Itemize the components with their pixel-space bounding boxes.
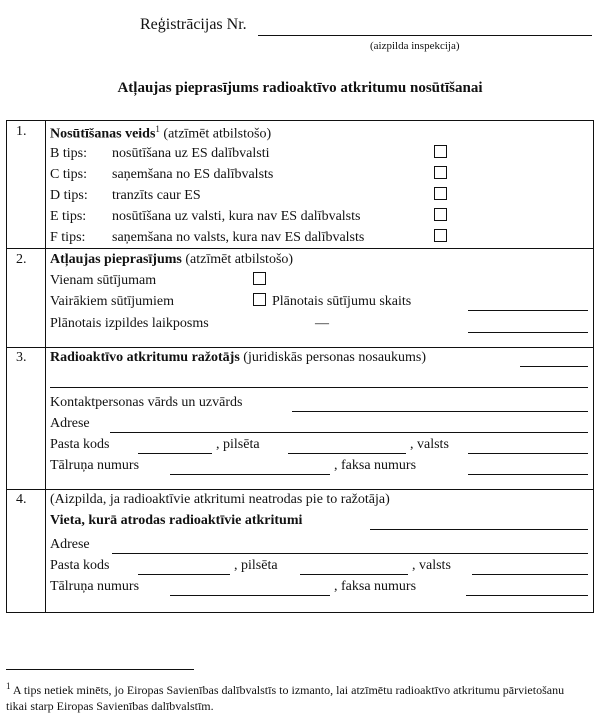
single-shipment-checkbox[interactable] xyxy=(253,272,266,285)
section-2-hint: (atzīmēt atbilstošo) xyxy=(185,252,294,267)
location-fax-field[interactable] xyxy=(466,595,588,596)
registration-note: (aizpilda inspekcija) xyxy=(370,40,460,52)
row-divider-1 xyxy=(7,248,593,249)
option-b-type: B tips: xyxy=(50,146,87,161)
location-postcode-label: Pasta kods xyxy=(50,558,110,573)
option-b-text: nosūtīšana uz ES dalībvalsti xyxy=(112,146,270,161)
section-3-number: 3. xyxy=(16,350,27,365)
option-c-text: saņemšana no ES dalībvalsts xyxy=(112,167,274,182)
form-table xyxy=(6,120,594,613)
footnote-mark: 1 xyxy=(6,681,11,691)
option-e-checkbox[interactable] xyxy=(434,208,447,221)
page-title: Atļaujas pieprasījums radioaktīvo atkritumu nosūtīšanai xyxy=(117,80,483,96)
option-f-type: F tips: xyxy=(50,230,86,245)
producer-address-field[interactable] xyxy=(110,432,588,433)
section-3-title xyxy=(50,350,426,366)
location-phone-field[interactable] xyxy=(170,595,330,596)
option-f-checkbox[interactable] xyxy=(434,229,447,242)
producer-country-field[interactable] xyxy=(468,453,588,454)
option-d-checkbox[interactable] xyxy=(434,187,447,200)
producer-country-label: , valsts xyxy=(410,437,449,452)
producer-city-field[interactable] xyxy=(288,453,406,454)
section-3-hint: (juridiskās personas nosaukums) xyxy=(243,350,427,365)
section-1-heading: Nosūtīšanas veids xyxy=(50,126,156,142)
producer-fax-field[interactable] xyxy=(468,474,588,475)
section-4-note: (Aizpilda, ja radioaktīvie atkritumi neatrodas pie to ražotāja) xyxy=(50,492,390,507)
option-e-text: nosūtīšana uz valsti, kura nav ES dalībvalsts xyxy=(112,209,361,224)
contact-field[interactable] xyxy=(292,411,588,412)
location-address-label: Adrese xyxy=(50,537,90,552)
producer-fax-label: , faksa numurs xyxy=(334,458,417,473)
footnote-divider xyxy=(6,669,194,670)
producer-phone-field[interactable] xyxy=(170,474,330,475)
location-country-field[interactable] xyxy=(472,574,588,575)
producer-name-field-2[interactable] xyxy=(50,387,588,388)
producer-postcode-label: Pasta kods xyxy=(50,437,110,452)
producer-address-label: Adrese xyxy=(50,416,90,431)
row-divider-3 xyxy=(7,489,593,490)
section-1-title xyxy=(50,124,271,143)
section-2-heading: Atļaujas pieprasījums xyxy=(50,252,182,267)
producer-name-field-1[interactable] xyxy=(520,366,588,367)
period-field[interactable] xyxy=(468,332,588,333)
option-d-text: tranzīts caur ES xyxy=(112,188,201,203)
row-divider-2 xyxy=(7,347,593,348)
section-3-heading: Radioaktīvo atkritumu ražotājs xyxy=(50,350,240,365)
period-dash: — xyxy=(315,316,329,331)
section-2-number: 2. xyxy=(16,252,27,267)
producer-city-label: , pilsēta xyxy=(216,437,260,452)
section-2-title xyxy=(50,252,293,268)
period-label: Plānotais izpildes laikposms xyxy=(50,316,209,331)
multiple-shipments-checkbox[interactable] xyxy=(253,293,266,306)
multiple-shipments-label: Vairākiem sūtījumiem xyxy=(50,294,175,309)
location-city-label: , pilsēta xyxy=(234,558,278,573)
registration-number-field[interactable] xyxy=(258,35,592,36)
planned-count-field[interactable] xyxy=(468,310,588,311)
producer-postcode-field[interactable] xyxy=(138,453,212,454)
footnote xyxy=(6,678,586,714)
column-divider xyxy=(45,121,46,612)
location-address-field[interactable] xyxy=(112,553,588,554)
location-name-field[interactable] xyxy=(370,529,588,530)
location-postcode-field[interactable] xyxy=(138,574,230,575)
option-e-type: E tips: xyxy=(50,209,87,224)
option-c-type: C tips: xyxy=(50,167,87,182)
single-shipment-label: Vienam sūtījumam xyxy=(50,273,157,288)
registration-label: Reģistrācijas Nr. xyxy=(140,16,247,33)
section-1-number: 1. xyxy=(16,124,27,139)
option-d-type: D tips: xyxy=(50,188,88,203)
section-1-hint: (atzīmēt atbilstošo) xyxy=(163,126,272,142)
section-4-heading: Vieta, kurā atrodas radioaktīvie atkritumi xyxy=(50,513,303,528)
location-country-label: , valsts xyxy=(412,558,451,573)
location-phone-label: Tālruņa numurs xyxy=(50,579,140,594)
option-b-checkbox[interactable] xyxy=(434,145,447,158)
footnote-text: A tips netiek minēts, jo Eiropas Savienības dalībvalstīs to izmanto, lai atzīmētu radioaktīvo atkritumu pārvietošanu tikai starp Eiropas Savienības dalībvalstīm. xyxy=(6,683,565,713)
planned-count-label: Plānotais sūtījumu skaits xyxy=(272,294,412,309)
section-4-number: 4. xyxy=(16,492,27,507)
option-c-checkbox[interactable] xyxy=(434,166,447,179)
location-city-field[interactable] xyxy=(300,574,408,575)
option-f-text: saņemšana no valsts, kura nav ES dalībvalsts xyxy=(112,230,365,245)
producer-phone-label: Tālruņa numurs xyxy=(50,458,140,473)
contact-label: Kontaktpersonas vārds un uzvārds xyxy=(50,395,243,410)
footnote-ref: 1 xyxy=(155,124,160,134)
location-fax-label: , faksa numurs xyxy=(334,579,417,594)
